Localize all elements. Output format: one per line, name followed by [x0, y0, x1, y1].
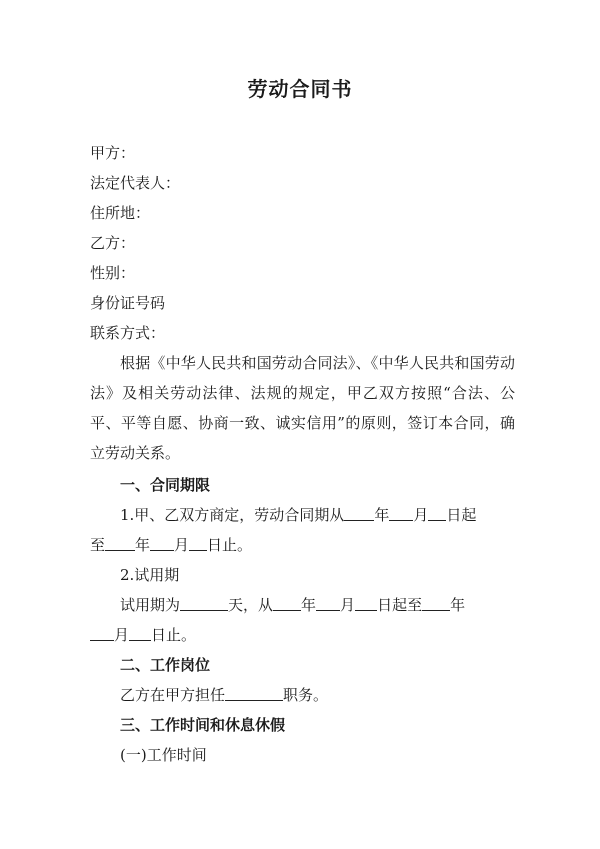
month-text: 月 — [174, 536, 190, 554]
blank-field — [180, 594, 228, 611]
year-text: 年 — [301, 596, 317, 614]
section-2-heading: 二、工作岗位 — [120, 656, 211, 674]
subsection-1-label: (一)工作时间 — [120, 746, 207, 764]
document-body — [90, 138, 515, 770]
blank-field — [105, 534, 135, 551]
month-text: 月 — [340, 596, 356, 614]
probation-line-1 — [90, 590, 515, 620]
preamble-paragraph: 根据《中华人民共和国劳动合同法》、《中华人民共和国劳动法》及相关劳动法律、法规的规定，甲乙双方按照“合法、公平、平等自愿、协商一致、诚实信用”的原则，签订本合同，确立劳动关系。 — [90, 354, 515, 462]
blank-field — [273, 594, 301, 611]
day-end-text: 日止。 — [151, 626, 197, 644]
post-line — [90, 680, 515, 710]
probation-line-2 — [90, 620, 515, 650]
blank-field — [189, 534, 207, 551]
address-line: 住所地： — [90, 204, 151, 222]
blank-field — [90, 624, 114, 641]
day-start-text: 日起至 — [377, 596, 423, 614]
contract-term-line-1 — [90, 500, 515, 530]
month-text: 月 — [413, 506, 429, 524]
year-text: 年 — [135, 536, 151, 554]
blank-field — [355, 594, 377, 611]
party-b-line: 乙方： — [90, 234, 136, 252]
duty-text: 职务。 — [283, 686, 329, 704]
blank-field — [344, 504, 374, 521]
month-text: 月 — [114, 626, 130, 644]
term-text: 1.甲、乙双方商定，劳动合同期从 — [120, 506, 345, 524]
blank-field — [316, 594, 340, 611]
probation-text: 试用期为 — [120, 596, 181, 614]
blank-field — [428, 504, 446, 521]
day-start-text: 日起 — [446, 506, 477, 524]
section-3-heading: 三、工作时间和休息休假 — [120, 716, 286, 734]
blank-field — [150, 534, 174, 551]
days-from-text: 天，从 — [228, 596, 274, 614]
blank-field — [389, 504, 413, 521]
id-number-line: 身份证号码 — [90, 294, 166, 312]
post-text: 乙方在甲方担任 — [120, 686, 226, 704]
day-end-text: 日止。 — [207, 536, 253, 554]
until-text: 至 — [90, 536, 106, 554]
document-title: 劳动合同书 — [247, 77, 353, 101]
blank-field — [225, 684, 283, 701]
legal-rep-line: 法定代表人： — [90, 174, 181, 192]
section-1-heading: 一、合同期限 — [120, 476, 211, 494]
year-text: 年 — [450, 596, 466, 614]
contact-line: 联系方式： — [90, 324, 166, 342]
blank-field — [129, 624, 151, 641]
year-text: 年 — [374, 506, 390, 524]
probation-label: 2.试用期 — [120, 566, 180, 584]
gender-line: 性别： — [90, 264, 136, 282]
blank-field — [422, 594, 450, 611]
party-a-line: 甲方： — [90, 144, 136, 162]
contract-term-line-2 — [90, 530, 515, 560]
